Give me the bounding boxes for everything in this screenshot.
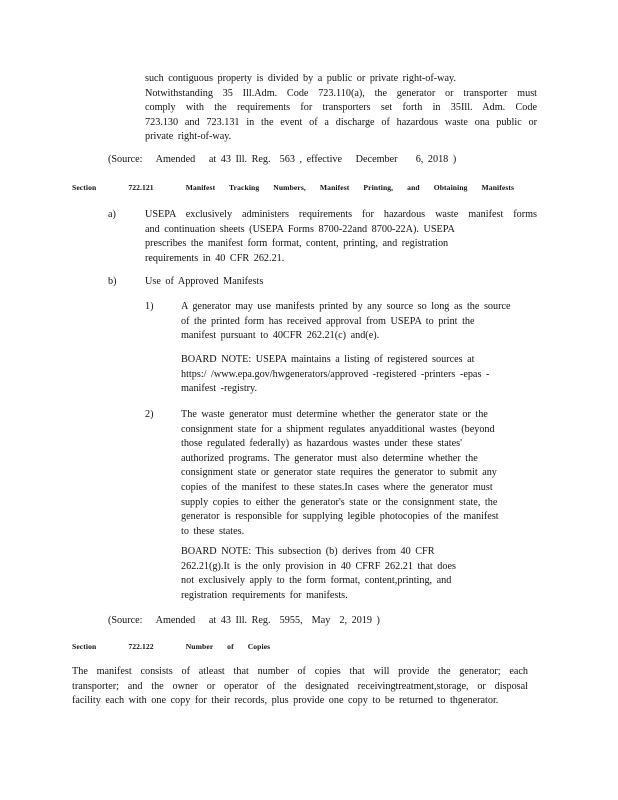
text-line: 723.130 and 723.131 in the event of a discharge of hazardous waste ona public or [145, 116, 537, 128]
text-line: private right-of-way. [145, 131, 232, 143]
text-line: A generator may use manifests printed by any source so long as the source [181, 301, 511, 312]
text-line: generator is responsible for supplying legible photocopies of the manifest [181, 511, 499, 523]
section-722-122-text [72, 665, 528, 709]
text-line: consignment state or generator state requires the generator to submit any [181, 467, 497, 479]
text-line: https:/ /www.epa.gov/hwgenerators/approved -registered -printers -epas - [181, 368, 490, 380]
continuation-paragraph [145, 72, 537, 145]
text-line: USEPA exclusively administers requirements for hazardous waste manifest forms [145, 209, 537, 220]
text-line: BOARD NOTE: This subsection (b) derives from 40 CFR [181, 546, 435, 557]
text-line: Notwithstanding 35 Ill.Adm. Code 723.110(a), the generator or transporter must [145, 87, 537, 99]
text-line: supply copies to either the generator's state or the consignment state, the [181, 496, 498, 508]
text-line: transporter; and the owner or operator of the designated receivingtreatment,storage, or disposal [72, 680, 528, 692]
section-number: 722.121 [128, 183, 154, 192]
text-line: 262.21(g).It is the only provision in 40 CFRF 262.21 that does [181, 560, 456, 572]
text-line: manifest pursuant to 40CFR 262.21(c) and(e). [181, 330, 380, 342]
text-line: such contiguous property is divided by a public or private right-of-way. [145, 73, 457, 84]
text-line: BOARD NOTE: USEPA maintains a listing of registered sources at [181, 354, 475, 365]
section-heading [72, 182, 542, 194]
text-line: of the printed form has received approval from USEPA to print the [181, 315, 475, 327]
section-title: Number of Copies [185, 642, 271, 651]
subsection-label: b) [108, 276, 117, 287]
text-line: and continuation sheets (USEPA Forms 8700-22and 8700-22A). USEPA [145, 223, 455, 235]
section-label: Section [72, 183, 97, 192]
text-line: not exclusively apply to the form format, content,printing, and [181, 575, 452, 587]
subsection-b-title: Use of Approved Manifests [145, 276, 264, 287]
item-1-text [181, 300, 533, 344]
text-line: consignment state for a shipment regulates anyadditional wastes (beyond [181, 423, 495, 435]
board-note [181, 353, 533, 397]
text-line: registration requirements for manifests. [181, 589, 348, 601]
text-line: authorized programs. The generator must also determine whether the [181, 452, 478, 464]
section-label: Section [72, 642, 97, 651]
subsection-label: a) [108, 209, 116, 220]
source-note: (Source: Amended at 43 Ill. Reg. 5955, May 2, 2019 ) [108, 615, 380, 626]
text-line: The manifest consists of atleast that number of copies that will provide the generator; each [72, 666, 528, 677]
text-line: comply with the requirements for transporters set forth in 35Ill. Adm. Code [145, 102, 537, 114]
item-label: 1) [145, 301, 154, 312]
section-heading [72, 641, 270, 653]
text-line: manifest -registry. [181, 383, 258, 395]
subsection-a-text [145, 208, 537, 266]
text-line: those regulated federally) as hazardous wastes under these states' [181, 438, 462, 450]
item-label: 2) [145, 409, 154, 420]
text-line: copies of the manifest to these states.In cases where the generator must [181, 481, 493, 493]
text-line: facility each with one copy for their records, plus provide one copy to be returned to thgenerator. [72, 695, 499, 707]
text-line: requirements in 40 CFR 262.21. [145, 252, 285, 264]
section-title: Manifest Tracking Numbers, Manifest Printing, and Obtaining Manifests [185, 183, 515, 192]
source-note: (Source: Amended at 43 Ill. Reg. 563 , effective December 6, 2018 ) [108, 154, 457, 165]
text-line: The waste generator must determine whether the generator state or the [181, 409, 488, 420]
text-line: prescribes the manifest form format, content, printing, and registration [145, 238, 449, 250]
item-2-text [181, 408, 533, 539]
text-line: to these states. [181, 525, 245, 537]
board-note [181, 545, 533, 603]
section-number: 722.122 [128, 642, 154, 651]
